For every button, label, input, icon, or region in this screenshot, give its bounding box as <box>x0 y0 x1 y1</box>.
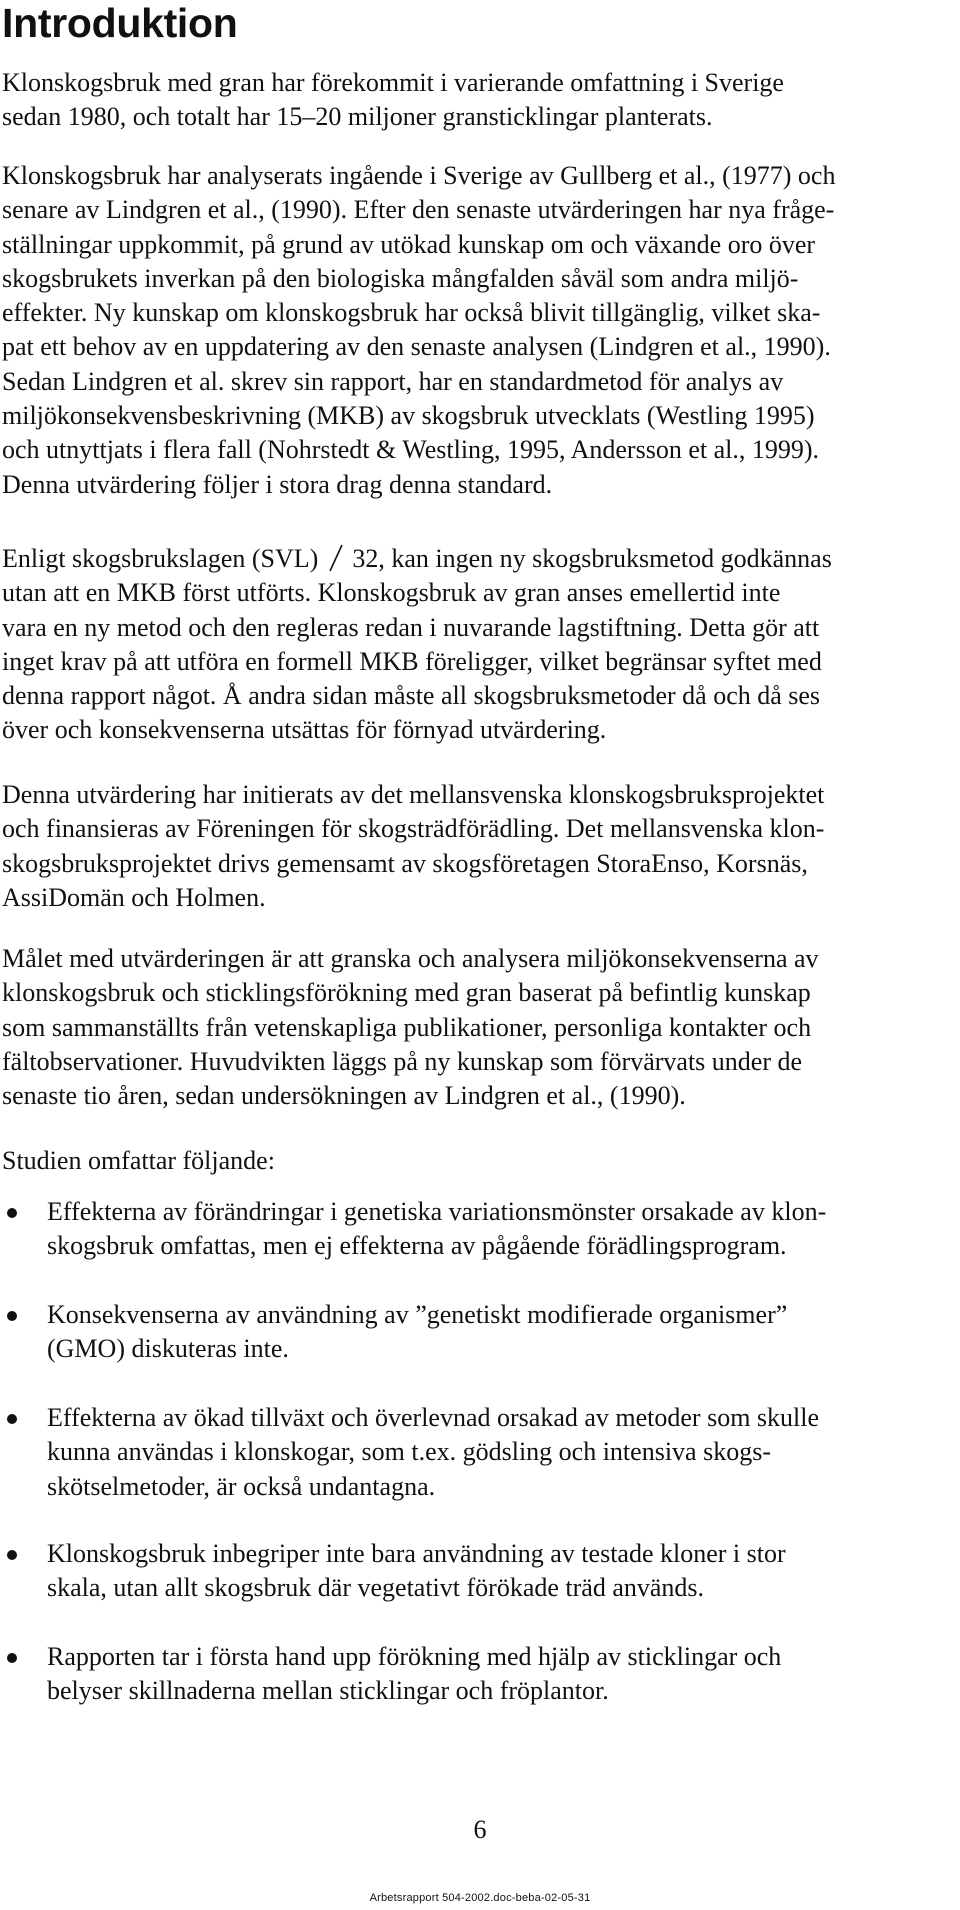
paragraph-line: Målet med utvärderingen är att granska och analysera miljökonsekvenserna av <box>2 944 819 973</box>
paragraph-3 <box>2 542 940 748</box>
paragraph-line: senare av Lindgren et al., (1990). Efter den senaste utvärderingen har nya fråge- <box>2 195 835 225</box>
paragraph-2 <box>2 159 940 502</box>
paragraph-text: Enligt skogsbrukslagen (SVL) <box>2 544 319 573</box>
paragraph-line: inget krav på att utföra en formell MKB föreligger, vilket begränsar syftet med <box>2 646 822 676</box>
paragraph-line: sedan 1980, och totalt har 15–20 miljoner gransticklingar planterats. <box>2 102 713 132</box>
paragraph-line: ställningar uppkommit, på grund av utökad kunskap om och växande oro över <box>2 229 816 259</box>
paragraph-line: AssiDomän och Holmen. <box>2 882 266 912</box>
paragraph-line: skogsbrukets inverkan på den biologiska mångfalden såväl som andra miljö- <box>2 263 799 293</box>
list-item-line: kunna användas i klonskogar, som t.ex. gödsling och intensiva skogs- <box>47 1437 771 1467</box>
paragraph-line: och utnyttjats i flera fall (Nohrstedt & Westling, 1995, Andersson et al., 1999). <box>2 435 820 465</box>
paragraph-4 <box>2 778 940 915</box>
paragraph-line: som sammanställts från vetenskapliga publikationer, personliga kontakter och <box>2 1012 812 1042</box>
list-item-line: Konsekvenserna av användning av ”genetiskt modifierade organismer” <box>47 1299 788 1329</box>
paragraph-line: effekter. Ny kunskap om klonskogsbruk har också blivit tillgänglig, vilket ska- <box>2 298 821 328</box>
bullet-icon <box>7 1550 17 1560</box>
list-item-line: (GMO) diskuteras inte. <box>47 1333 289 1363</box>
paragraph-line: denna rapport något. Å andra sidan måste all skogsbruksmetoder då och då ses <box>2 681 821 711</box>
bullet-icon <box>7 1414 17 1424</box>
paragraph-line: Sedan Lindgren et al. skrev sin rapport, har en standardmetod för analys av <box>2 366 784 396</box>
paragraph-line: klonskogsbruk och sticklingsförökning med gran baserat på befintlig kunskap <box>2 978 811 1008</box>
paragraph-6 <box>2 1144 940 1178</box>
paragraph-text: 32, kan ingen ny skogsbruksmetod godkännas <box>352 544 832 573</box>
paragraph-5 <box>2 942 940 1113</box>
paragraph-line: utan att en MKB först utförts. Klonskogsbruk av gran anses emellertid inte <box>2 578 781 608</box>
list-item <box>0 1401 950 1504</box>
paragraph-line: Klonskogsbruk har analyserats ingående i Sverige av Gullberg et al., (1977) och <box>2 161 836 190</box>
list-item <box>0 1537 950 1606</box>
paragraph-line: senaste tio åren, sedan undersökningen av Lindgren et al., (1990). <box>2 1081 686 1111</box>
paragraph-line: Denna utvärdering har initierats av det mellansvenska klonskogsbruksprojektet <box>2 780 825 809</box>
paragraph-line: Klonskogsbruk med gran har förekommit i varierande omfattning i Sverige <box>2 68 784 97</box>
bullet-list <box>0 1195 950 1738</box>
list-item-line: Effekterna av förändringar i genetiska variationsmönster orsakade av klon- <box>47 1197 827 1226</box>
paragraph-line: vara en ny metod och den regleras redan i nuvarande lagstiftning. Detta gör att <box>2 612 820 642</box>
paragraph-line: miljökonsekvensbeskrivning (MKB) av skogsbruk utvecklats (Westling 1995) <box>2 401 815 431</box>
list-item-line: Rapporten tar i första hand upp förökning med hjälp av sticklingar och <box>47 1641 782 1671</box>
page-title: Introduktion <box>2 0 238 46</box>
paragraph-line: Studien omfattar följande: <box>2 1146 275 1175</box>
bullet-icon <box>7 1653 17 1663</box>
section-sign-icon <box>326 543 344 573</box>
list-item-line: Klonskogsbruk inbegriper inte bara användning av testade kloner i stor <box>47 1539 786 1569</box>
paragraph-line: fältobservationer. Huvudvikten läggs på ny kunskap som förvärvats under de <box>2 1046 803 1076</box>
paragraph-line: och finansieras av Föreningen för skogsträdförädling. Det mellansvenska klon- <box>2 814 825 844</box>
paragraph-line: pat ett behov av en uppdatering av den senaste analysen (Lindgren et al., 1990). <box>2 332 831 362</box>
list-item-line: Effekterna av ökad tillväxt och överlevnad orsakad av metoder som skulle <box>47 1403 820 1433</box>
list-item <box>0 1298 950 1367</box>
list-item-line: skötselmetoder, är också undantagna. <box>47 1471 436 1501</box>
list-item-line: skogsbruk omfattas, men ej effekterna av pågående förädlingsprogram. <box>47 1231 787 1261</box>
list-item <box>0 1640 950 1709</box>
list-item-line: belyser skillnaderna mellan sticklingar och fröplantor. <box>47 1675 609 1705</box>
paragraph-line <box>2 542 940 576</box>
bullet-icon <box>7 1208 17 1218</box>
page-number: 6 <box>473 1815 487 1844</box>
paragraph-line: Denna utvärdering följer i stora drag denna standard. <box>2 469 553 499</box>
list-item <box>0 1195 950 1264</box>
list-item-line: skala, utan allt skogsbruk där vegetativt förökade träd används. <box>47 1573 705 1603</box>
paragraph-1 <box>2 66 940 135</box>
paragraph-line: över och konsekvenserna utsättas för förnyad utvärdering. <box>2 715 607 745</box>
paragraph-line: skogsbruksprojektet drivs gemensamt av skogsföretagen StoraEnso, Korsnäs, <box>2 848 808 878</box>
bullet-icon <box>7 1311 17 1321</box>
footer-text: Arbetsrapport 504-2002.doc-beba-02-05-31 <box>369 1892 591 1904</box>
